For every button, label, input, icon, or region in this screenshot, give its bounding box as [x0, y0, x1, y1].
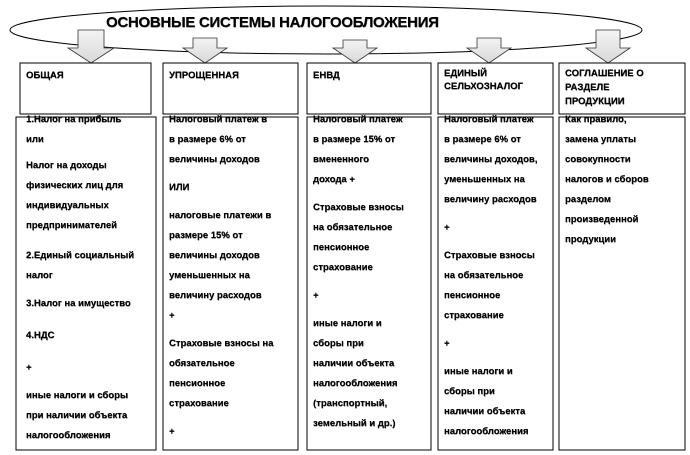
body-line: + — [26, 362, 32, 373]
body-line: + — [169, 310, 175, 321]
body-line — [169, 198, 296, 206]
body-line: продукции — [565, 234, 616, 245]
body-line — [313, 190, 429, 198]
body-line: налогов и сборов — [565, 174, 649, 185]
body-line: иные налоги и — [444, 366, 513, 377]
column-body — [444, 112, 553, 450]
body-line — [169, 414, 296, 422]
body-line: размере 15% от — [169, 230, 243, 241]
column-agricultural — [438, 63, 555, 453]
body-line: иные налоги и — [313, 318, 382, 329]
body-line: пенсионное — [444, 290, 501, 301]
header-line: УПРОЩЕННАЯ — [169, 70, 239, 81]
body-line: 4.НДС — [26, 330, 55, 341]
body-line: вмененного — [313, 154, 369, 165]
body-line: при наличии объекта — [26, 410, 128, 421]
body-line: Налоговый платеж — [444, 114, 534, 125]
body-line: величины доходов — [169, 154, 260, 165]
body-line: 2.Единый социальный — [26, 250, 135, 261]
body-line: налог — [26, 270, 53, 281]
body-line — [313, 278, 429, 286]
body-line: налоговые платежи в — [169, 210, 272, 221]
body-line — [444, 210, 553, 218]
body-line — [26, 236, 154, 246]
body-line: в размере 6% от — [444, 134, 521, 145]
body-line: Страховые взносы — [313, 202, 404, 213]
column-psa — [559, 63, 685, 453]
header-line: ЕНВД — [313, 70, 340, 81]
body-line — [26, 346, 154, 358]
body-line: на обязательное — [444, 270, 524, 281]
body-line: страхование — [169, 398, 229, 409]
body-line: величины доходов — [169, 250, 260, 261]
body-line: наличии объекта — [313, 358, 395, 369]
header-line: РАЗДЕЛЕ — [565, 82, 610, 93]
body-line: ИЛИ — [169, 182, 190, 193]
body-line: дохода + — [313, 174, 355, 185]
column-body — [313, 112, 429, 450]
body-line: уменьшенных на — [444, 174, 525, 185]
body-line: 1.Налог на прибыль — [26, 114, 122, 125]
body-line: + — [444, 338, 450, 349]
body-line: налогообложения — [444, 426, 529, 437]
body-line: страхование — [313, 262, 373, 273]
body-line: + — [444, 222, 450, 233]
body-line: Налоговый платеж в — [169, 114, 268, 125]
body-line: замена уплаты — [565, 134, 636, 145]
body-line: предпринимателей — [26, 220, 117, 231]
body-line: индивидуальных — [26, 200, 109, 211]
body-line: величину расходов — [169, 290, 262, 301]
body-line: физических лиц для — [26, 180, 124, 191]
body-line: Страховые взносы на — [169, 338, 274, 349]
body-line: величину расходов — [444, 194, 537, 205]
body-line: Как правило, — [565, 114, 627, 125]
body-line: в размере 15% от — [313, 134, 396, 145]
column-header — [26, 69, 152, 82]
body-line — [444, 326, 553, 334]
body-line: разделом — [565, 194, 611, 205]
body-line: страхование — [444, 310, 504, 321]
body-line: + — [169, 426, 175, 437]
body-line: земельный и др.) — [313, 418, 396, 429]
column-body — [169, 112, 296, 450]
column-body — [26, 112, 154, 450]
body-line: сборы при — [313, 338, 364, 349]
header-line: ПРОДУКЦИИ — [565, 96, 625, 107]
body-line — [444, 238, 553, 246]
column-header — [444, 67, 551, 93]
body-line: уменьшенных на — [169, 270, 250, 281]
body-line — [444, 354, 553, 362]
body-line: налогообложения — [313, 378, 398, 389]
body-line: Страховые взносы — [444, 250, 535, 261]
body-line — [26, 378, 154, 386]
body-line — [26, 286, 154, 294]
column-body — [565, 112, 683, 450]
body-line: иные налоги и сборы — [26, 390, 129, 401]
column-envd — [307, 63, 431, 453]
column-simplified — [163, 63, 298, 453]
body-line — [169, 170, 296, 178]
body-line — [26, 314, 154, 326]
body-line: обязательное — [169, 358, 235, 369]
body-line — [313, 306, 429, 314]
header-line: ОБЩАЯ — [26, 70, 64, 81]
body-line: сборы при — [444, 386, 495, 397]
body-line: налогообложения — [26, 430, 111, 441]
header-line: ЕДИНЫЙ — [444, 68, 487, 79]
body-line: Налоговый платеж — [313, 114, 403, 125]
body-line: (транспортный, — [313, 398, 388, 409]
body-line: Налог на доходы — [26, 160, 107, 171]
header-line: СЕЛЬХОЗНАЛОГ — [444, 81, 523, 92]
header-line: СОГЛАШЕНИЕ О — [565, 68, 644, 79]
body-line: + — [313, 290, 319, 301]
body-line: пенсионное — [169, 378, 226, 389]
body-line — [169, 326, 296, 334]
body-line: величины доходов, — [444, 154, 538, 165]
body-line: пенсионное — [313, 242, 370, 253]
body-line: или — [26, 134, 44, 145]
body-line: на обязательное — [313, 222, 393, 233]
page-title: ОСНОВНЫЕ СИСТЕМЫ НАЛОГООБЛОЖЕНИЯ — [106, 14, 439, 31]
body-line: в размере 6% от — [169, 134, 246, 145]
body-line: совокупности — [565, 154, 631, 165]
column-header — [565, 67, 681, 117]
body-line: произведенной — [565, 214, 639, 225]
body-line: 3.Налог на имущество — [26, 298, 131, 309]
column-header — [169, 69, 294, 82]
column-header — [313, 69, 427, 82]
body-line: наличии объекта — [444, 406, 526, 417]
column-general — [20, 63, 156, 453]
